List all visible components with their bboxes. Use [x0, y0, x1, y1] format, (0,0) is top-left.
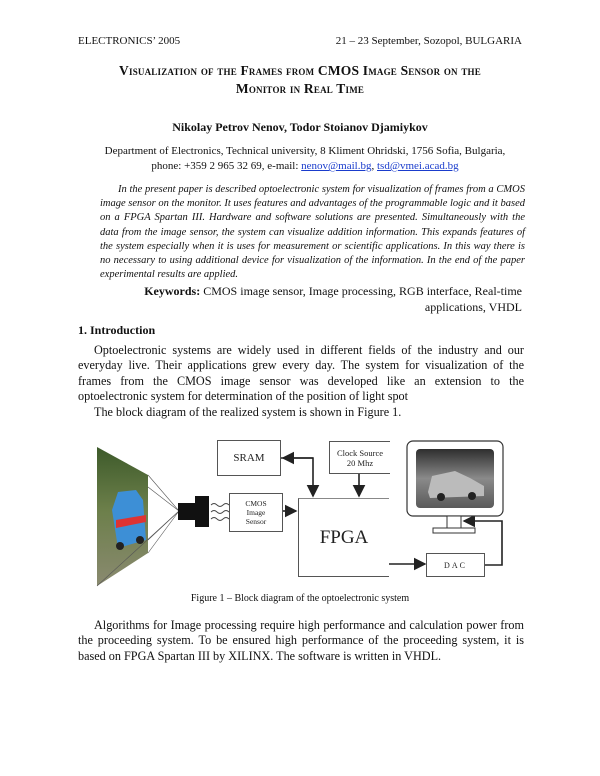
email-separator: , [371, 160, 377, 172]
clock-label-line1: Clock Source [336, 447, 384, 458]
paragraph-1: Optoelectronic systems are widely used in different fields of the industry and our everyday live. Their applications grew every day. The system for visualization of the frames from the CMOS image sensor was developed like an extension to the optoelectronic system for determination of the position of light spot [78, 343, 524, 404]
block-dac: DAC [426, 553, 485, 577]
signal-waves-icon [211, 504, 229, 521]
body-paragraph-3 [78, 618, 524, 664]
affiliation-contact [90, 159, 520, 174]
phone-text: phone: +359 2 965 32 69, e-mail: [151, 160, 302, 172]
header-date-location: 21 – 23 September, Sozopol, BULGARIA [335, 35, 522, 47]
introduction-body [78, 343, 524, 420]
clock-label-line2: 20 Mhz [346, 457, 374, 468]
figure-1-caption: Figure 1 – Block diagram of the optoelectronic system [190, 593, 410, 604]
section-heading-introduction: 1. Introduction [78, 323, 156, 337]
block-sram: SRAM [217, 440, 281, 476]
block-fpga: FPGA [298, 498, 389, 577]
keywords-label: Keywords: [144, 284, 201, 298]
block-clock-source [329, 441, 390, 474]
paragraph-2: The block diagram of the realized system is shown in Figure 1. [94, 404, 402, 419]
header-conference: ELECTRONICS’ 2005 [78, 35, 181, 47]
abstract: In the present paper is described optoelectronic system for visualization of frames from a CMOS image sensor on the monitor. It uses features and advantages of the programmable logic and it based on a FPGA Spartan III. Hardware and software solutions are presented. Simultaneously with the data from the image sensor, the system can visualize addition information. This expands features of the system especially when it is uses for measurement or scientific applications. In this way there is no necessary to using additional device for visualization of the information. In the end of the paper experimental results are applied. [100, 184, 525, 281]
camera-icon [178, 496, 209, 527]
authors: Nikolay Petrov Nenov, Todor Stoianov Djamiykov [172, 120, 428, 134]
cmos-label-line3: Sensor [245, 517, 267, 526]
scene-photo-icon [97, 447, 179, 586]
affiliation-address: Department of Electronics, Technical university, 8 Kliment Ohridski, 1756 Sofia, Bulgaria, [104, 145, 506, 157]
paragraph-3: Algorithms for Image processing require high performance and calculation power from the proceeding system. To be ensured high performance of the proceeding system, it is based on FPGA Spartan III by XILINX. The software is written in VHDL. [78, 618, 524, 663]
cmos-label-line1: CMOS [245, 499, 267, 508]
title-line-2: Monitor in Real Time [235, 81, 365, 96]
email-link-nenov[interactable]: nenov@mail.bg [301, 160, 372, 172]
keywords [140, 283, 522, 315]
email-link-tsd[interactable]: tsd@vmei.acad.bg [377, 160, 459, 172]
title-line-1: Visualization of the Frames from CMOS Image Sensor on the [119, 63, 481, 78]
monitor-icon [407, 441, 503, 533]
paper-title [40, 62, 560, 98]
block-cmos-image-sensor [229, 493, 283, 532]
affiliation [90, 144, 520, 174]
keywords-text: CMOS image sensor, Image processing, RGB interface, Real-time applications, VHDL [200, 284, 522, 314]
cmos-label-line2: Image [246, 508, 266, 517]
